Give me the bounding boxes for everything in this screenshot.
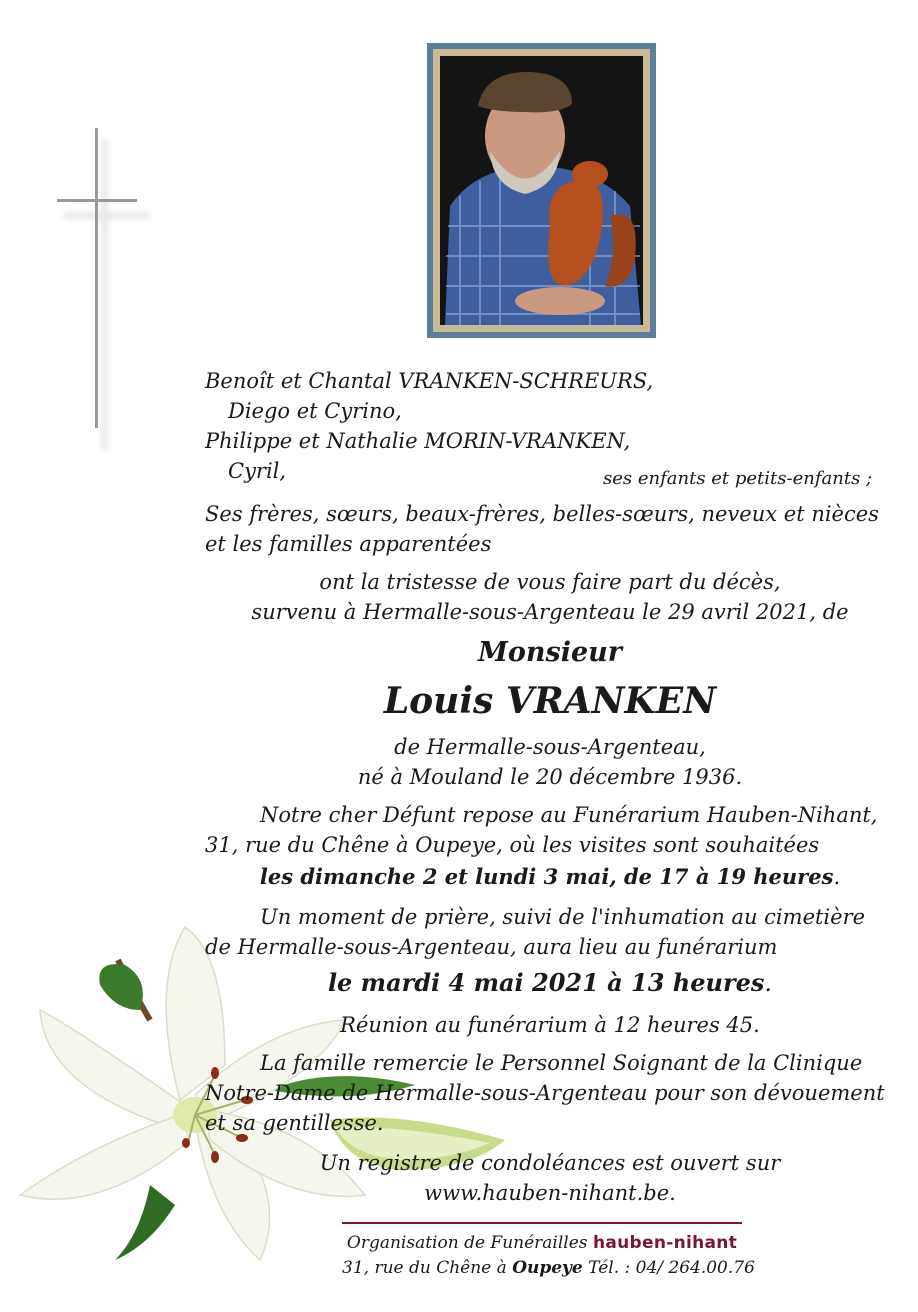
deceased-name: Louis VRANKEN	[383, 680, 717, 722]
footer-divider	[342, 1222, 742, 1224]
visitation-dates-text: les dimanche 2 et lundi 3 mai, de 17 à 19 heures	[259, 864, 834, 889]
registry-line: Un registre de condoléances est ouvert sur	[319, 1151, 781, 1175]
footer-address: 31, rue du Chêne à	[342, 1258, 507, 1278]
ceremony-date-end: .	[764, 969, 773, 997]
announcement-line-2: survenu à Hermalle-sous-Argenteau le 29 avril 2021, de	[251, 600, 849, 624]
ceremony-meeting: Réunion au funérarium à 12 heures 45.	[340, 1013, 760, 1037]
siblings-line-1: Ses frères, sœurs, beaux-frères, belles-sœurs, neveux et nièces	[205, 502, 879, 526]
footer-org-line	[342, 1231, 742, 1255]
portrait-frame	[427, 43, 656, 338]
registry-url[interactable]: www.hauben-nihant.be.	[424, 1181, 676, 1205]
portrait-illustration	[440, 56, 641, 325]
footer-phone: Tél. : 04/ 264.00.76	[588, 1258, 755, 1278]
deceased-residence: de Hermalle-sous-Argenteau,	[394, 735, 706, 759]
visitation-dates-end: .	[833, 865, 841, 889]
siblings-line-2: et les familles apparentées	[205, 532, 492, 556]
family-line-3: Philippe et Nathalie MORIN-VRANKEN,	[205, 429, 631, 453]
visitation-dates	[205, 862, 895, 892]
footer-city: Oupeye	[512, 1258, 583, 1278]
thanks-line-1: La famille remercie le Personnel Soignant de la Clinique	[260, 1051, 863, 1075]
visitation-line-1: Notre cher Défunt repose au Funérarium Hauben-Nihant,	[260, 803, 878, 827]
portrait-mat	[433, 49, 650, 332]
family-line-2: Diego et Cyrino,	[228, 399, 402, 423]
deceased-title: Monsieur	[477, 637, 623, 668]
family-line-4: Cyril,	[228, 459, 287, 483]
ceremony-line-1: Un moment de prière, suivi de l'inhumation au cimetière	[260, 905, 866, 929]
cross-shadow-horizontal	[64, 212, 150, 219]
children-note: ses enfants et petits-enfants ;	[603, 468, 873, 489]
cross-icon	[95, 128, 98, 428]
deceased-birth: né à Mouland le 20 décembre 1936.	[357, 765, 743, 789]
thanks-line-2: Notre-Dame de Hermalle-sous-Argenteau pour son dévouement	[205, 1081, 885, 1105]
portrait-photo	[440, 56, 643, 325]
family-line-1: Benoît et Chantal VRANKEN-SCHREURS,	[205, 369, 654, 393]
ceremony-date-text: le mardi 4 mai 2021 à 13 heures	[327, 968, 765, 997]
footer-org: Organisation de Funérailles	[346, 1233, 588, 1253]
footer-brand-logo: hauben-nihant	[592, 1233, 738, 1253]
cross-shadow-vertical	[101, 140, 108, 450]
visitation-line-2: 31, rue du Chêne à Oupeye, où les visites sont souhaitées	[205, 833, 820, 857]
announcement-line-1: ont la tristesse de vous faire part du décès,	[319, 570, 781, 594]
cross-bar	[57, 199, 137, 202]
ceremony-line-2: de Hermalle-sous-Argenteau, aura lieu au funérarium	[205, 935, 778, 959]
footer-address-line	[342, 1256, 755, 1280]
ceremony-date	[205, 966, 895, 1000]
thanks-line-3: et sa gentillesse.	[205, 1111, 384, 1135]
